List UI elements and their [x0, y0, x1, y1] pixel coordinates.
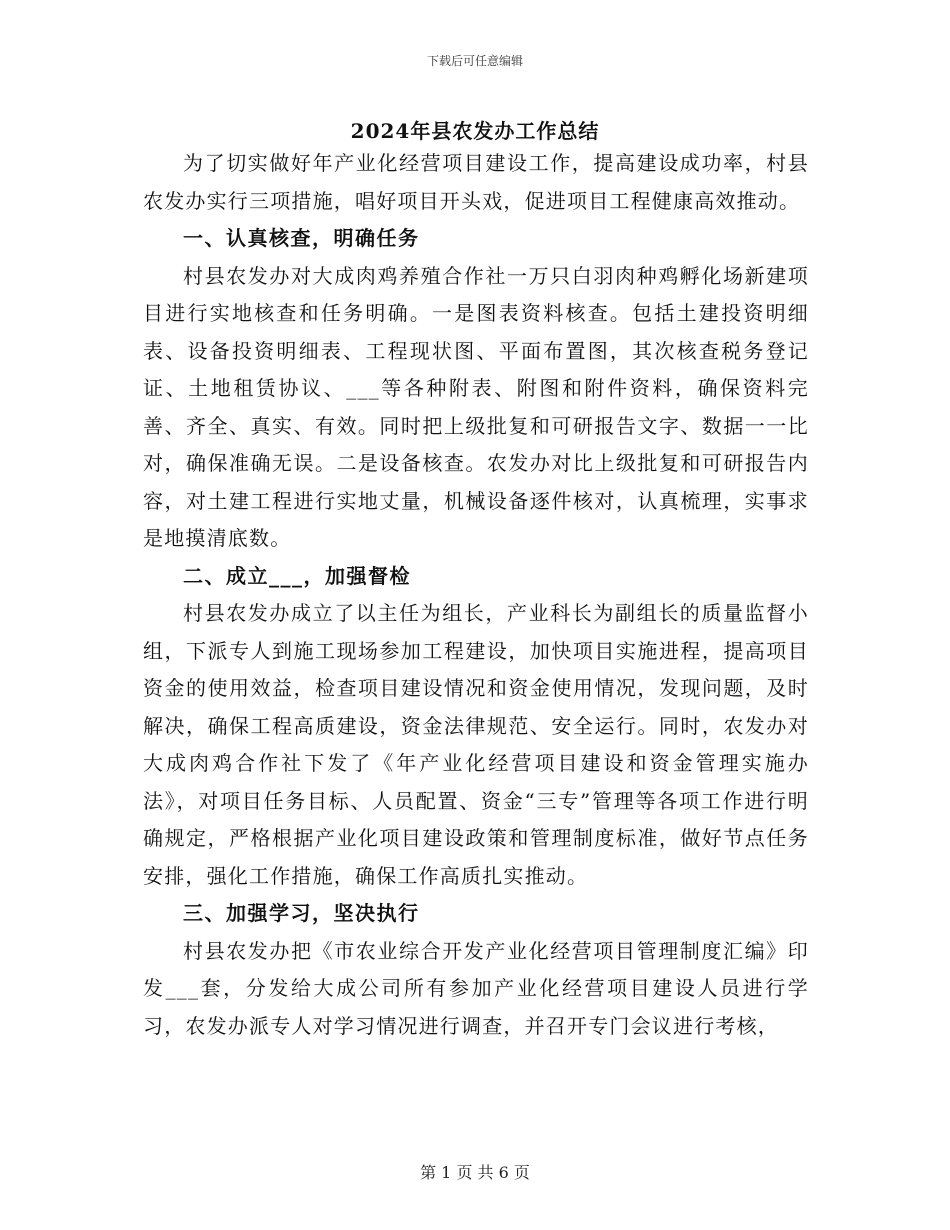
- section-3-paragraph: 村县农发办把《市农业综合开发产业化经营项目管理制度汇编》印发___套，分发给大成公司所有参加产业化经营项目建设人员进行学习，农发办派专人对学习情况进行调查，并召开专门会议进行考核，: [143, 938, 809, 1038]
- section-2-paragraph: 村县农发办成立了以主任为组长，产业科长为副组长的质量监督小组，下派专人到施工现场参加工程建设，加快项目实施进程，提高项目资金的使用效益，检查项目建设情况和资金使用情况，发现问题，及时解决，确保工程高质建设，资金法律规范、安全运行。同时，农发办对大成肉鸡合作社下发了《年产业化经营项目建设和资金管理实施办法》，对项目任务目标、人员配置、资金“三专”管理等各项工作进行明确规定，严格根据产业化项目建设政策和管理制度标准，做好节点任务安排，强化工作措施，确保工作高质扎实推动。: [143, 601, 809, 888]
- document-title: 2024年县农发办工作总结: [350, 119, 600, 143]
- section-1-heading: 一、认真核查，明确任务: [183, 226, 420, 250]
- header-note: 下载后可任意编辑: [426, 54, 523, 68]
- intro-paragraph: 为了切实做好年产业化经营项目建设工作，提高建设成功率，村县农发办实行三项措施，唱好项目开头戏，促进项目工程健康高效推动。: [143, 151, 809, 213]
- document-body: [143, 145, 809, 1045]
- section-1-paragraph: 村县农发办对大成肉鸡养殖合作社一万只白羽肉种鸡孵化场新建项目进行实地核查和任务明确。一是图表资料核查。包括土建投资明细表、设备投资明细表、工程现状图、平面布置图，其次核查税务登记证、土地租赁协议、___等各种附表、附图和附件资料，确保资料完善、齐全、真实、有效。同时把上级批复和可研报告文字、数据一一比对，确保准确无误。二是设备核查。农发办对比上级批复和可研报告内容，对土建工程进行实地丈量，机械设备逐件核对，认真梳理，实事求是地摸清底数。: [143, 263, 809, 550]
- page-number-footer: 第 1 页 共 6 页: [420, 1163, 530, 1182]
- section-2-heading: 二、成立___，加强督检: [183, 563, 411, 588]
- section-3-heading: 三、加强学习，坚决执行: [183, 901, 420, 925]
